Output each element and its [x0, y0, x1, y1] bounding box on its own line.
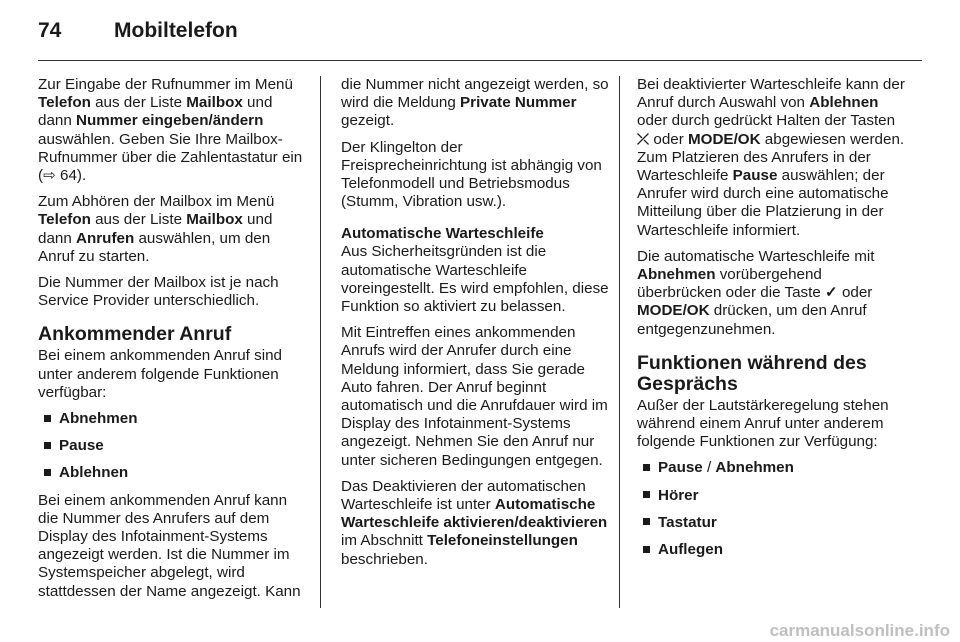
column-3 — [637, 76, 905, 568]
list-item: Abnehmen — [38, 410, 306, 428]
page-number: 74 — [38, 19, 62, 42]
paragraph-auto-hold-default: Aus Sicherheitsgründen ist die automatische Warteschleife voreingestellt. Es wird empfohlen, diese Funktion so aktiviert zu belassen. — [341, 243, 609, 316]
heading-incoming-call: Ankommender Anruf — [38, 323, 232, 346]
column-1 — [38, 76, 306, 609]
header-rule — [38, 60, 922, 61]
paragraph-auto-hold-behavior: Mit Eintreffen eines ankommenden Anrufs wird der Anrufer durch eine Meldung informiert, dass Sie gerade Auto fahren. Der Anruf beginnt automatisch und die Anrufdauer wird im Display des Infotainment-Systems angezeigt. Nehmen Sie den Anruf nur unter sicheren Bedingungen entgegen. — [341, 324, 608, 469]
watermark: carmanualsonline.info — [769, 621, 950, 640]
paragraph-caller-display: Bei einem ankommenden Anruf kann die Nummer des Anrufers auf dem Display des Infotainment-Systems angezeigt werden. Ist die Nummer im Systemspeicher abgelegt, wird stattdessen der Name angezeigt. Kann — [38, 491, 301, 600]
paragraph-private-number: die Nummer nicht angezeigt werden, so wird die Meldung Private Nummer gezeigt. — [341, 76, 609, 130]
paragraph-mailbox-listen: Zum Abhören der Mailbox im Menü Telefon aus der Liste Mailbox und dann Anrufen auswählen, um den Anruf zu starten. — [38, 193, 275, 265]
heading-during-call: Funktionen während des Gesprächs — [637, 351, 867, 395]
list-item: Hörer — [637, 487, 905, 505]
hang-up-key-icon: ⤫ — [637, 130, 650, 148]
paragraph-mailbox-provider: Die Nummer der Mailbox ist je nach Service Provider unterschiedlich. — [38, 274, 279, 310]
bullet-square-icon — [643, 518, 650, 525]
bullet-square-icon — [44, 442, 51, 449]
list-item: Tastatur — [637, 514, 905, 532]
heading-auto-hold: Automatische Warteschleife — [341, 225, 544, 243]
column-divider-1 — [320, 76, 321, 608]
list-item: Pause / Abnehmen — [637, 459, 905, 477]
bullet-square-icon — [44, 469, 51, 476]
paragraph-bypass-hold: Die automatische Warteschleife mit Abnehmen vorübergehend überbrücken oder die Taste ✓ oder MODE/OK drücken, um den Anruf entgegenzunehmen. — [637, 247, 875, 338]
column-2 — [341, 76, 609, 577]
column-divider-2 — [619, 76, 620, 608]
bullet-square-icon — [44, 415, 51, 422]
bullet-square-icon — [643, 464, 650, 471]
bullet-square-icon — [643, 546, 650, 553]
page-header — [38, 19, 238, 43]
list-item: Ablehnen — [38, 464, 306, 482]
paragraph-auto-hold-deactivate: Das Deaktivieren der automatischen Warteschleife ist unter Automatische Warteschleife aktivieren/deaktivieren im Abschnitt Telefoneinstellungen beschrieben. — [341, 477, 608, 568]
paragraph-mailbox-number: Zur Eingabe der Rufnummer im Menü Telefon aus der Liste Mailbox und dann Nummer eingeben/ändern auswählen. Geben Sie Ihre Mailbox-Rufnummer über die Zahlentastatur ein (⇨ 64). — [38, 76, 303, 185]
page-title: Mobiltelefon — [114, 19, 238, 42]
page-reference-arrow-icon: ⇨ — [43, 167, 56, 185]
list-item: Pause — [38, 437, 306, 455]
paragraph-during-call-functions: Außer der Lautstärkeregelung stehen während einem Anruf unter anderem folgende Funktionen zur Verfügung: — [637, 396, 889, 451]
paragraph-incoming-functions: Bei einem ankommenden Anruf sind unter anderem folgende Funktionen verfügbar: — [38, 347, 282, 401]
answer-key-icon: ✓ — [825, 284, 838, 302]
list-item: Auflegen — [637, 541, 905, 559]
paragraph-ringtone: Der Klingelton der Freisprecheinrichtung ist abhängig von Telefonmodell und Betriebsmodus (Stumm, Vibration usw.). — [341, 138, 602, 211]
paragraph-reject-call: Bei deaktivierter Warteschleife kann der Anruf durch Auswahl von Ablehnen oder durch gedrückt Halten der Tasten ⤫ oder MODE/OK abgewiesen werden. Zum Platzieren des Anrufers in der Warteschleife Pause auswählen; der Anrufer wird durch eine automatische Mitteilung über die Platzierung in der Warteschleife informiert. — [637, 76, 905, 239]
bullet-square-icon — [643, 491, 650, 498]
